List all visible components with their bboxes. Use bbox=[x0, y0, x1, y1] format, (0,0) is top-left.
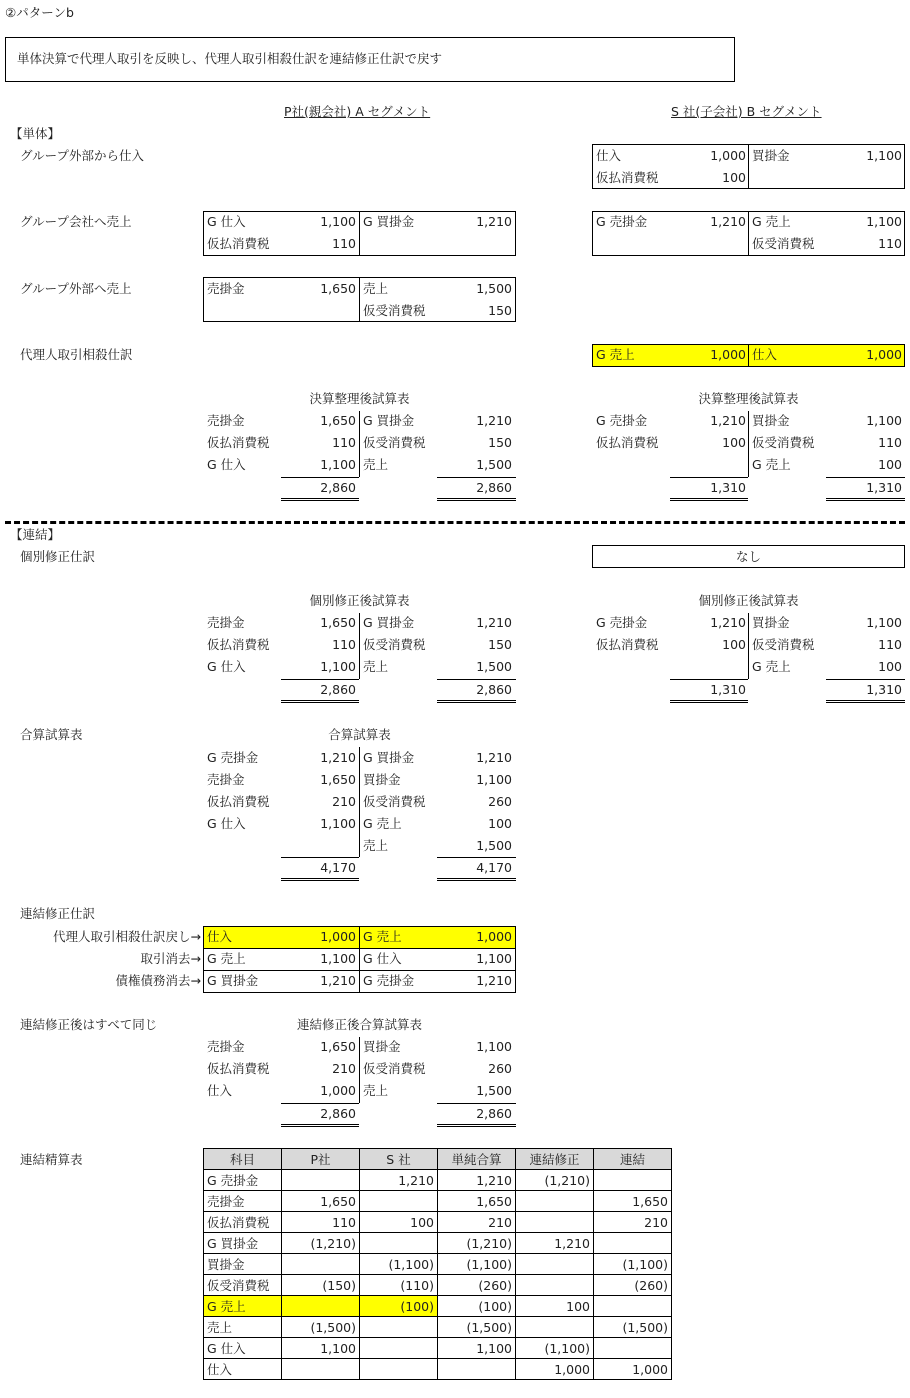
tb2-s-total-c: 1,310 bbox=[866, 682, 902, 697]
cb-r4-cv: 1,500 bbox=[476, 838, 512, 853]
tb2-p-r0-dv: 1,650 bbox=[320, 615, 356, 630]
page-title: ②パターンb bbox=[5, 5, 74, 20]
cb-r3-d: G 仕入 bbox=[207, 816, 246, 831]
label-indiv-adj: 個別修正仕訳 bbox=[20, 549, 96, 564]
tb2-s-r2-c: G 売上 bbox=[752, 659, 791, 674]
ws-r9-c0: 仕入 bbox=[204, 1359, 282, 1380]
p-es-d1v: 1,650 bbox=[320, 281, 356, 296]
ws-r6-c3: (100) bbox=[438, 1296, 516, 1317]
tb1-s-r2-cv: 100 bbox=[878, 457, 902, 472]
at-r2-cv: 1,500 bbox=[476, 1083, 512, 1098]
ws-r3-c3: (1,210) bbox=[438, 1233, 516, 1254]
ws-r1-c4 bbox=[516, 1191, 594, 1212]
ws-r5-c3: (260) bbox=[438, 1275, 516, 1296]
tb2-s-r2-cv: 100 bbox=[878, 659, 902, 674]
ws-r6-c1 bbox=[282, 1296, 360, 1317]
tb2-p-r0-c: G 買掛金 bbox=[363, 615, 415, 630]
ws-r5-c1: (150) bbox=[282, 1275, 360, 1296]
tb1-p-r0-c: G 買掛金 bbox=[363, 413, 415, 428]
tb2-s-title: 個別修正後試算表 bbox=[698, 593, 799, 608]
at-r1-c: 仮受消費税 bbox=[363, 1061, 426, 1076]
tb1-p-r0-d: 売掛金 bbox=[207, 413, 245, 428]
ws-r8-c1: 1,100 bbox=[282, 1338, 360, 1359]
tb2-s-r0-dv: 1,210 bbox=[710, 615, 746, 630]
cb-r3-dv: 1,100 bbox=[320, 816, 356, 831]
tb2-p-r1-cv: 150 bbox=[488, 637, 512, 652]
ws-r2-c2: 100 bbox=[360, 1212, 438, 1233]
tb1-s-r0-cv: 1,100 bbox=[866, 413, 902, 428]
ca-r2-label: 債権債務消去→ bbox=[115, 973, 201, 988]
tb2-p-r1-c: 仮受消費税 bbox=[363, 637, 426, 652]
ws-r9-c2 bbox=[360, 1359, 438, 1380]
label-group-sale: グループ会社へ売上 bbox=[20, 214, 132, 229]
ws-h3: 単純合算 bbox=[438, 1149, 516, 1170]
s-ag-d1: G 売上 bbox=[596, 347, 635, 362]
ws-r0-c5 bbox=[594, 1170, 672, 1191]
s-ag-c1: 仕入 bbox=[752, 347, 778, 362]
ws-r1-c0: 売掛金 bbox=[204, 1191, 282, 1212]
cb-r2-c: 仮受消費税 bbox=[363, 794, 426, 809]
tb1-p-r2-dv: 1,100 bbox=[320, 457, 356, 472]
s-indiv-none-text: なし bbox=[735, 549, 761, 564]
tb2-p-r0-cv: 1,210 bbox=[476, 615, 512, 630]
ws-r0-c1 bbox=[282, 1170, 360, 1191]
tb1-s-r1-d: 仮払消費税 bbox=[596, 435, 659, 450]
at-total-d: 2,860 bbox=[320, 1106, 356, 1121]
ws-h4: 連結修正 bbox=[516, 1149, 594, 1170]
ca-r1-dv: 1,100 bbox=[320, 951, 356, 966]
tb1-s-r1-dv: 100 bbox=[722, 435, 746, 450]
p-gs-c1: G 買掛金 bbox=[363, 214, 415, 229]
s-ep-d1v: 1,000 bbox=[710, 148, 746, 163]
ws-r4-c4 bbox=[516, 1254, 594, 1275]
s-gs-c1v: 1,100 bbox=[866, 214, 902, 229]
s-ep-d2v: 100 bbox=[722, 170, 746, 185]
ws-h0: 科目 bbox=[204, 1149, 282, 1170]
tb1-s-r1-c: 仮受消費税 bbox=[752, 435, 815, 450]
ws-r8-c2 bbox=[360, 1338, 438, 1359]
ws-r9-c4: 1,000 bbox=[516, 1359, 594, 1380]
ws-r7-c1: (1,500) bbox=[282, 1317, 360, 1338]
ws-h2: S 社 bbox=[360, 1149, 438, 1170]
section-single: 【単体】 bbox=[10, 126, 61, 141]
ws-h1: P社 bbox=[282, 1149, 360, 1170]
ws-r1-c1: 1,650 bbox=[282, 1191, 360, 1212]
s-ep-c1: 買掛金 bbox=[752, 148, 790, 163]
ws-r3-c1: (1,210) bbox=[282, 1233, 360, 1254]
table-row bbox=[204, 1275, 672, 1296]
s-ep-d2: 仮払消費税 bbox=[596, 170, 659, 185]
tb2-p-r2-cv: 1,500 bbox=[476, 659, 512, 674]
tb1-s-r0-dv: 1,210 bbox=[710, 413, 746, 428]
ws-r4-c2: (1,100) bbox=[360, 1254, 438, 1275]
s-ep-c1v: 1,100 bbox=[866, 148, 902, 163]
ws-r2-c4 bbox=[516, 1212, 594, 1233]
ws-r3-c5 bbox=[594, 1233, 672, 1254]
cb-r1-dv: 1,650 bbox=[320, 772, 356, 787]
p-gs-c1v: 1,210 bbox=[476, 214, 512, 229]
consolidated-worksheet-table bbox=[203, 1148, 672, 1380]
cb-r0-c: G 買掛金 bbox=[363, 750, 415, 765]
p-es-d1: 売掛金 bbox=[207, 281, 245, 296]
tb1-p-r0-cv: 1,210 bbox=[476, 413, 512, 428]
tb2-s-total-d: 1,310 bbox=[710, 682, 746, 697]
s-gs-d1: G 売掛金 bbox=[596, 214, 648, 229]
table-row bbox=[204, 1254, 672, 1275]
p-gs-d1: G 仕入 bbox=[207, 214, 246, 229]
tb2-s-r1-cv: 110 bbox=[878, 637, 902, 652]
s-ag-d1v: 1,000 bbox=[710, 347, 746, 362]
cb-r0-d: G 売掛金 bbox=[207, 750, 259, 765]
tb2-p-r1-dv: 110 bbox=[332, 637, 356, 652]
ws-r9-c3 bbox=[438, 1359, 516, 1380]
ws-r2-c3: 210 bbox=[438, 1212, 516, 1233]
ws-r8-c5 bbox=[594, 1338, 672, 1359]
ws-r2-c5: 210 bbox=[594, 1212, 672, 1233]
tb1-p-r2-d: G 仕入 bbox=[207, 457, 246, 472]
tb2-s-r0-c: 買掛金 bbox=[752, 615, 790, 630]
label-ext-purchase: グループ外部から仕入 bbox=[20, 148, 145, 163]
tb2-p-r0-d: 売掛金 bbox=[207, 615, 245, 630]
ws-r1-c3: 1,650 bbox=[438, 1191, 516, 1212]
cb-r1-d: 売掛金 bbox=[207, 772, 245, 787]
ws-r2-c1: 110 bbox=[282, 1212, 360, 1233]
cb-r1-cv: 1,100 bbox=[476, 772, 512, 787]
table-row bbox=[204, 1191, 672, 1212]
ws-r5-c5: (260) bbox=[594, 1275, 672, 1296]
at-r2-dv: 1,000 bbox=[320, 1083, 356, 1098]
label-agent-offset: 代理人取引相殺仕訳 bbox=[20, 347, 133, 362]
ca-r1-c: G 仕入 bbox=[363, 951, 402, 966]
tb1-s-title: 決算整理後試算表 bbox=[698, 391, 799, 406]
ws-r5-c0: 仮受消費税 bbox=[204, 1275, 282, 1296]
ws-r8-c4: (1,100) bbox=[516, 1338, 594, 1359]
at-r1-dv: 210 bbox=[332, 1061, 356, 1076]
tb1-s-r2-c: G 売上 bbox=[752, 457, 791, 472]
ws-r6-c4: 100 bbox=[516, 1296, 594, 1317]
ws-r6-c2: (100) bbox=[360, 1296, 438, 1317]
ws-r3-c4: 1,210 bbox=[516, 1233, 594, 1254]
at-r0-c: 買掛金 bbox=[363, 1039, 401, 1054]
ws-r7-c5: (1,500) bbox=[594, 1317, 672, 1338]
label-worksheet: 連結精算表 bbox=[20, 1152, 83, 1167]
ws-r0-c3: 1,210 bbox=[438, 1170, 516, 1191]
table-row bbox=[204, 1338, 672, 1359]
table-row bbox=[204, 1296, 672, 1317]
s-gs-d1v: 1,210 bbox=[710, 214, 746, 229]
ws-r8-c3: 1,100 bbox=[438, 1338, 516, 1359]
ca-r0-dv: 1,000 bbox=[320, 929, 356, 944]
table-row bbox=[204, 1170, 672, 1191]
ws-r4-c0: 買掛金 bbox=[204, 1254, 282, 1275]
section-consol: 【連結】 bbox=[10, 527, 61, 542]
cb-r3-c: G 売上 bbox=[363, 816, 402, 831]
tb1-p-r1-cv: 150 bbox=[488, 435, 512, 450]
tb2-p-r1-d: 仮払消費税 bbox=[207, 637, 270, 652]
tb1-p-r0-dv: 1,650 bbox=[320, 413, 356, 428]
header-s-segment: S 社(子会社) B セグメント bbox=[671, 104, 822, 119]
worksheet-header-row bbox=[204, 1149, 672, 1170]
table-row bbox=[204, 1359, 672, 1380]
table-row bbox=[204, 1317, 672, 1338]
cb-total-c: 4,170 bbox=[476, 860, 512, 875]
ca-r2-d: G 買掛金 bbox=[207, 973, 259, 988]
p-gs-d2: 仮払消費税 bbox=[207, 236, 270, 251]
ws-r0-c2: 1,210 bbox=[360, 1170, 438, 1191]
p-es-c1: 売上 bbox=[363, 281, 389, 296]
tb2-p-r2-dv: 1,100 bbox=[320, 659, 356, 674]
at-r1-cv: 260 bbox=[488, 1061, 512, 1076]
at-r2-c: 売上 bbox=[363, 1083, 389, 1098]
s-ep-d1: 仕入 bbox=[596, 148, 622, 163]
ca-r0-label: 代理人取引相殺仕訳戻し→ bbox=[53, 929, 201, 944]
cb-r0-dv: 1,210 bbox=[320, 750, 356, 765]
ws-r9-c1 bbox=[282, 1359, 360, 1380]
tb1-s-r0-c: 買掛金 bbox=[752, 413, 790, 428]
s-ag-c1v: 1,000 bbox=[866, 347, 902, 362]
ca-r0-d: 仕入 bbox=[207, 929, 233, 944]
p-es-c1v: 1,500 bbox=[476, 281, 512, 296]
tb1-p-r1-d: 仮払消費税 bbox=[207, 435, 270, 450]
tb1-p-total-d: 2,860 bbox=[320, 480, 356, 495]
cb-total-d: 4,170 bbox=[320, 860, 356, 875]
cb-r2-d: 仮払消費税 bbox=[207, 794, 270, 809]
tb1-p-r1-dv: 110 bbox=[332, 435, 356, 450]
section-divider bbox=[5, 521, 905, 524]
ws-r3-c0: G 買掛金 bbox=[204, 1233, 282, 1254]
ca-r0-cv: 1,000 bbox=[476, 929, 512, 944]
p-es-c2: 仮受消費税 bbox=[363, 303, 426, 318]
tb1-s-total-c: 1,310 bbox=[866, 480, 902, 495]
at-r0-cv: 1,100 bbox=[476, 1039, 512, 1054]
at-r0-d: 売掛金 bbox=[207, 1039, 245, 1054]
tb2-p-r2-c: 売上 bbox=[363, 659, 389, 674]
s-gs-c1: G 売上 bbox=[752, 214, 791, 229]
tb2-s-r1-dv: 100 bbox=[722, 637, 746, 652]
header-p-segment: P社(親会社) A セグメント bbox=[284, 104, 431, 119]
ws-r4-c3: (1,100) bbox=[438, 1254, 516, 1275]
tb1-s-total-d: 1,310 bbox=[710, 480, 746, 495]
ws-h5: 連結 bbox=[594, 1149, 672, 1170]
tb1-p-r2-cv: 1,500 bbox=[476, 457, 512, 472]
at-r0-dv: 1,650 bbox=[320, 1039, 356, 1054]
ws-r7-c0: 売上 bbox=[204, 1317, 282, 1338]
tb1-s-r0-d: G 売掛金 bbox=[596, 413, 648, 428]
table-row bbox=[204, 1212, 672, 1233]
ws-r7-c4 bbox=[516, 1317, 594, 1338]
tb2-p-r2-d: G 仕入 bbox=[207, 659, 246, 674]
ca-r2-dv: 1,210 bbox=[320, 973, 356, 988]
tb2-s-r1-d: 仮払消費税 bbox=[596, 637, 659, 652]
ws-r0-c4: (1,210) bbox=[516, 1170, 594, 1191]
ws-r6-c5 bbox=[594, 1296, 672, 1317]
ws-r4-c5: (1,100) bbox=[594, 1254, 672, 1275]
ca-r1-cv: 1,100 bbox=[476, 951, 512, 966]
cb-r0-cv: 1,210 bbox=[476, 750, 512, 765]
ca-r2-cv: 1,210 bbox=[476, 973, 512, 988]
ws-r2-c0: 仮払消費税 bbox=[204, 1212, 282, 1233]
p-es-c2v: 150 bbox=[488, 303, 512, 318]
ws-r7-c3: (1,500) bbox=[438, 1317, 516, 1338]
ws-r1-c5: 1,650 bbox=[594, 1191, 672, 1212]
tb2-p-total-c: 2,860 bbox=[476, 682, 512, 697]
ws-r5-c4 bbox=[516, 1275, 594, 1296]
at-r2-d: 仕入 bbox=[207, 1083, 233, 1098]
ws-r4-c1 bbox=[282, 1254, 360, 1275]
label-consol-adj: 連結修正仕訳 bbox=[20, 906, 96, 921]
cb-r3-cv: 100 bbox=[488, 816, 512, 831]
ws-r5-c2: (110) bbox=[360, 1275, 438, 1296]
tb2-p-total-d: 2,860 bbox=[320, 682, 356, 697]
tb2-s-r0-d: G 売掛金 bbox=[596, 615, 648, 630]
tb1-s-r1-cv: 110 bbox=[878, 435, 902, 450]
s-gs-c2: 仮受消費税 bbox=[752, 236, 815, 251]
tb2-s-r0-cv: 1,100 bbox=[866, 615, 902, 630]
p-gs-d1v: 1,100 bbox=[320, 214, 356, 229]
ca-r0-c: G 売上 bbox=[363, 929, 402, 944]
ws-r1-c2 bbox=[360, 1191, 438, 1212]
tb1-p-r1-c: 仮受消費税 bbox=[363, 435, 426, 450]
ca-r1-label: 取引消去→ bbox=[140, 951, 201, 966]
at-total-c: 2,860 bbox=[476, 1106, 512, 1121]
description-text: 単体決算で代理人取引を反映し、代理人取引相殺仕訳を連結修正仕訳で戻す bbox=[17, 51, 443, 66]
label-combined: 合算試算表 bbox=[20, 727, 83, 742]
label-consol-same: 連結修正後はすべて同じ bbox=[20, 1017, 158, 1032]
ws-r0-c0: G 売掛金 bbox=[204, 1170, 282, 1191]
ca-r2-c: G 売掛金 bbox=[363, 973, 415, 988]
ws-r8-c0: G 仕入 bbox=[204, 1338, 282, 1359]
ws-r9-c5: 1,000 bbox=[594, 1359, 672, 1380]
cb-r2-cv: 260 bbox=[488, 794, 512, 809]
combined-title: 合算試算表 bbox=[328, 727, 391, 742]
tb2-s-r1-c: 仮受消費税 bbox=[752, 637, 815, 652]
ws-r3-c2 bbox=[360, 1233, 438, 1254]
ws-r6-c0: G 売上 bbox=[204, 1296, 282, 1317]
p-gs-d2v: 110 bbox=[332, 236, 356, 251]
tb1-p-total-c: 2,860 bbox=[476, 480, 512, 495]
tb2-p-title: 個別修正後試算表 bbox=[309, 593, 410, 608]
ca-r1-d: G 売上 bbox=[207, 951, 246, 966]
s-gs-c2v: 110 bbox=[878, 236, 902, 251]
ws-r7-c2 bbox=[360, 1317, 438, 1338]
cb-r4-c: 売上 bbox=[363, 838, 389, 853]
tb1-p-r2-c: 売上 bbox=[363, 457, 389, 472]
table-row bbox=[204, 1233, 672, 1254]
after-title: 連結修正後合算試算表 bbox=[296, 1017, 422, 1032]
label-ext-sale: グループ外部へ売上 bbox=[20, 281, 132, 296]
tb1-p-title: 決算整理後試算表 bbox=[309, 391, 410, 406]
at-r1-d: 仮払消費税 bbox=[207, 1061, 270, 1076]
cb-r1-c: 買掛金 bbox=[363, 772, 401, 787]
cb-r2-dv: 210 bbox=[332, 794, 356, 809]
